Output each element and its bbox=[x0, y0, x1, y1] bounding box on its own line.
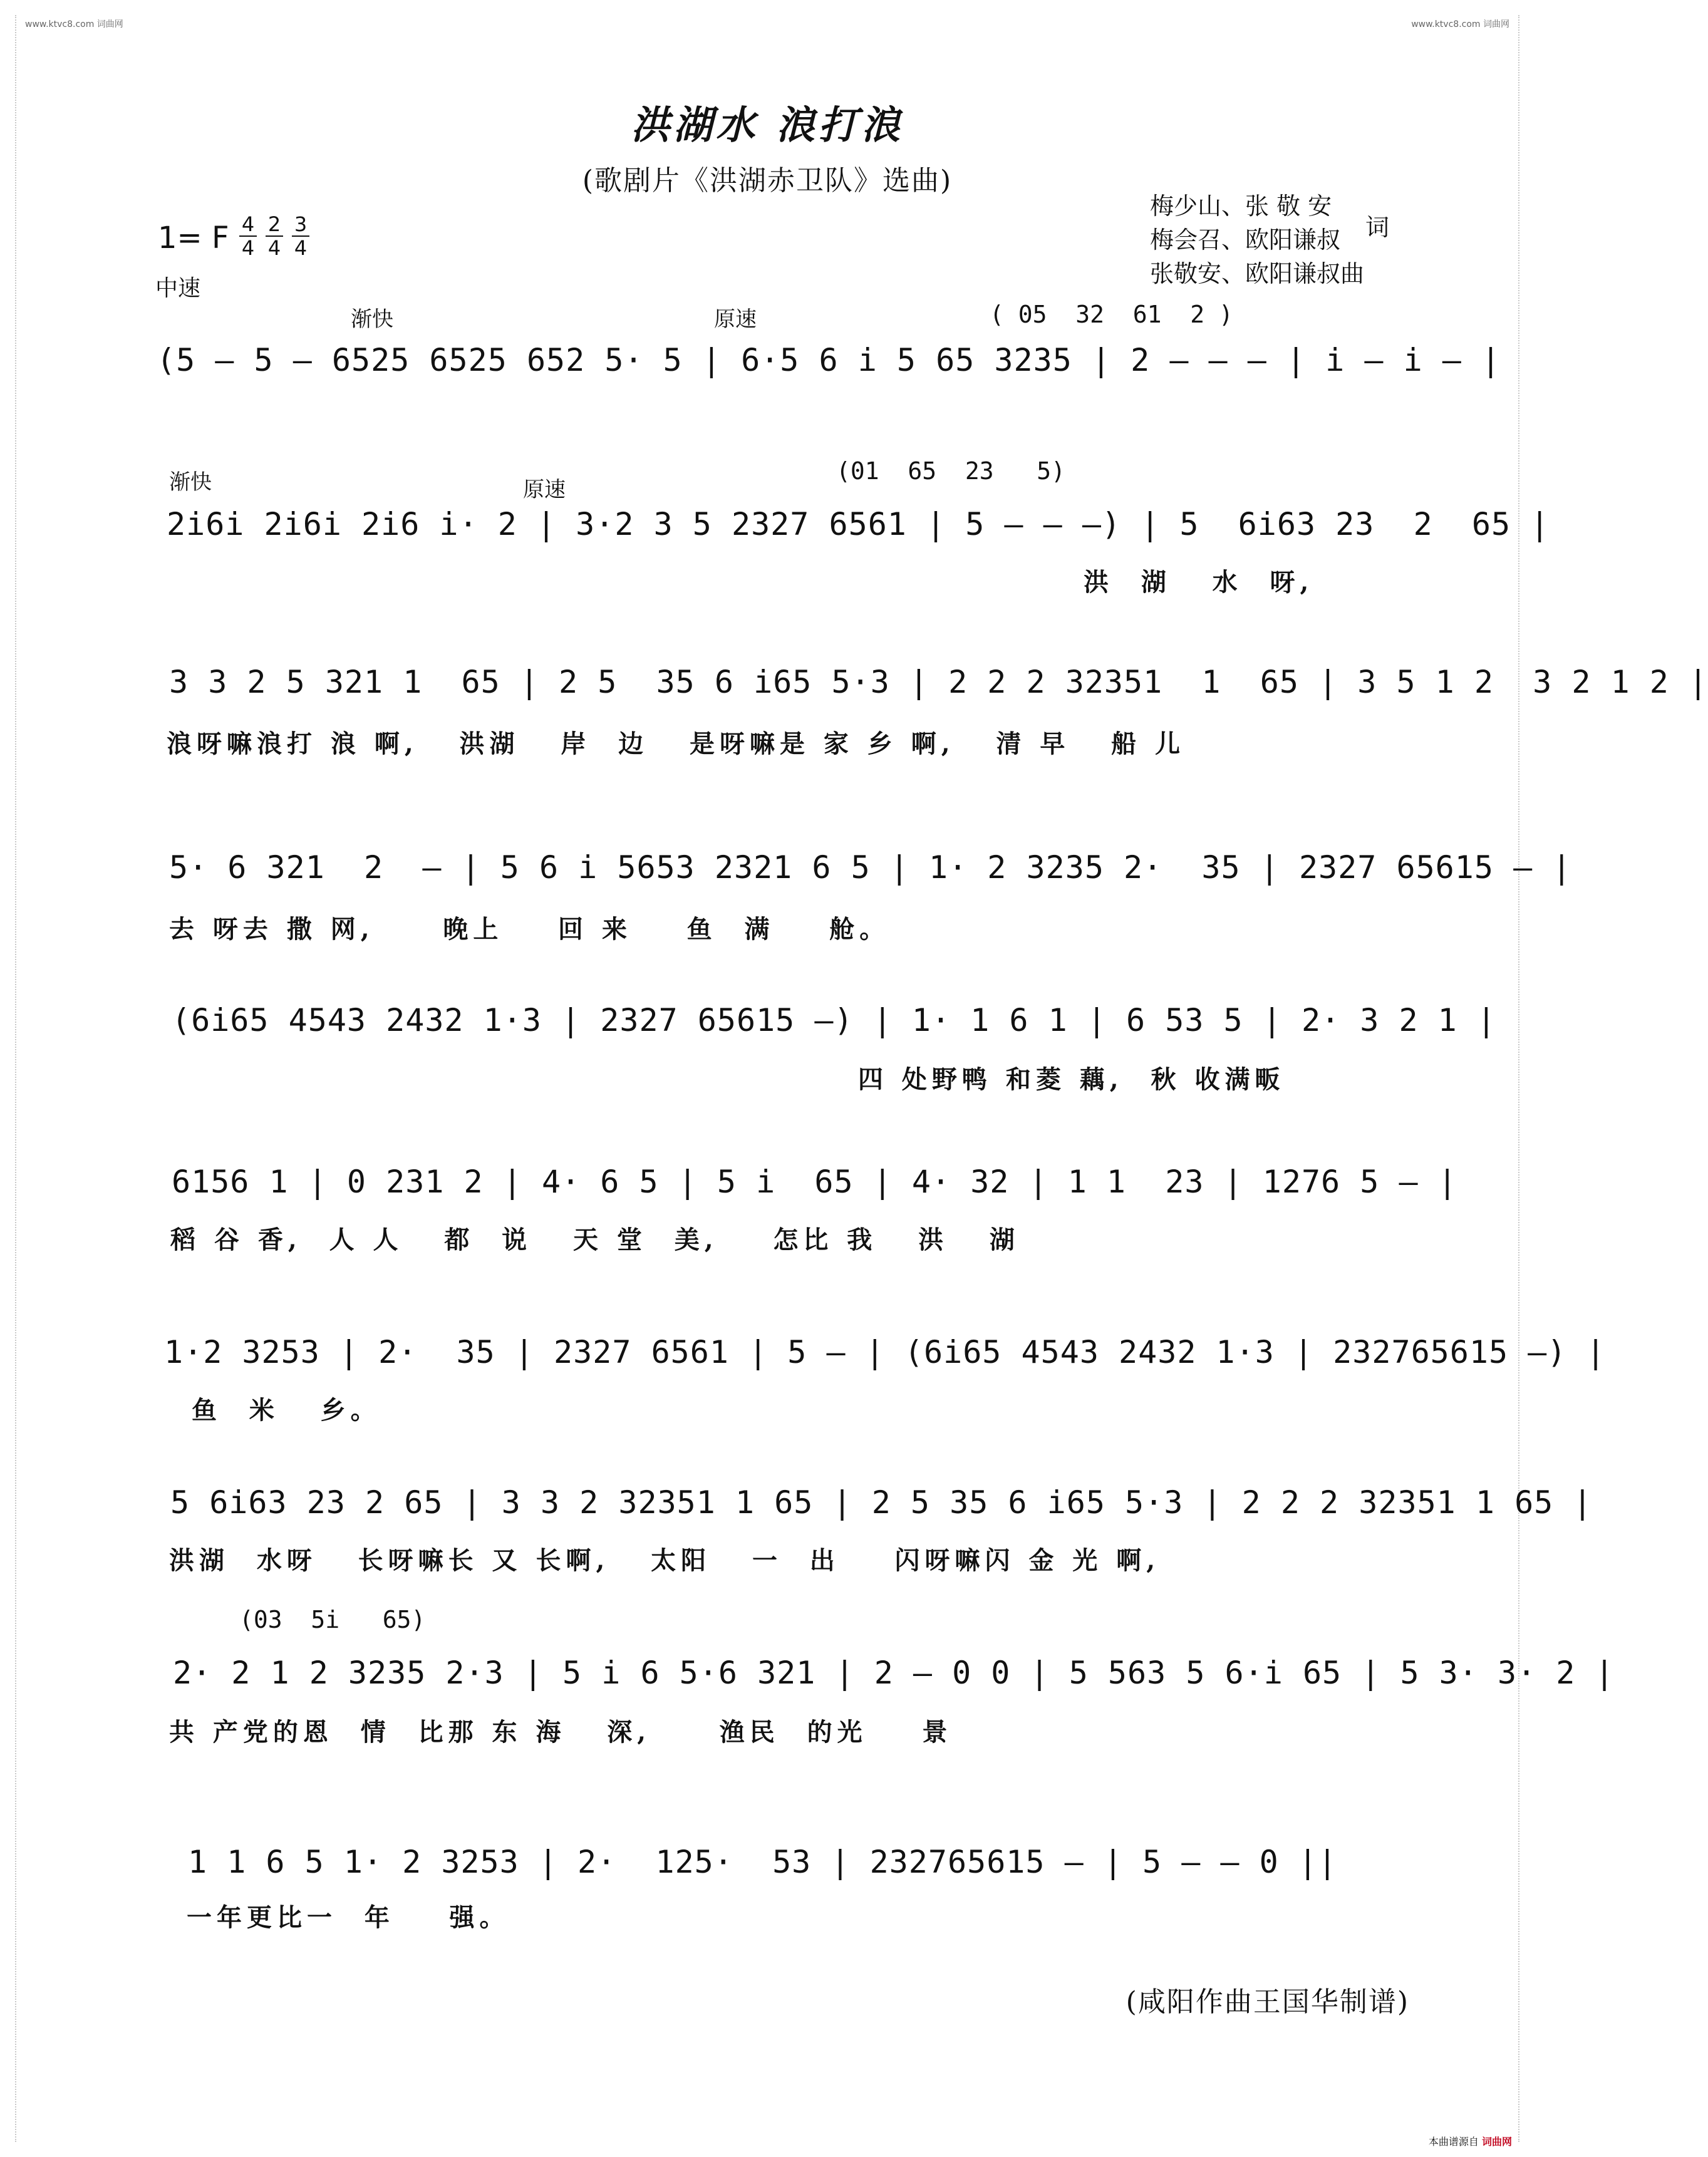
row-9-lyrics: 共 产党的恩 情 比那 东 海 深, 渔民 的光 景 bbox=[169, 1717, 953, 1747]
page-title: 洪湖水 浪打浪 bbox=[631, 102, 904, 148]
watermark-top-right: www.ktvc8.com 词曲网 bbox=[1411, 19, 1509, 29]
row-6-lyrics: 稻 谷 香, 人 人 都 说 天 堂 美, 怎比 我 洪 湖 bbox=[170, 1225, 1020, 1254]
row-4-notes: 5· 6 321 2 — | 5 6 i 5653 2321 6 5 | 1· 2 3235 2· 35 | 2327 65615 — | bbox=[169, 849, 1572, 886]
row-9-notes: 2· 2 1 2 3235 2·3 | 5 i 6 5·6 321 | 2 — 0 0 | 5 563 5 6·i 65 | 5 3· 3· 2 | bbox=[173, 1655, 1615, 1691]
site-logo: 本曲谱源自 词曲网 bbox=[1428, 2136, 1512, 2148]
key-signature: 1= F bbox=[158, 220, 229, 256]
row-8-notes: 5 6i63 23 2 65 | 3 3 2 32351 1 65 | 2 5 35 6 i65 5·3 | 2 2 2 32351 1 65 | bbox=[170, 1484, 1593, 1521]
row-5-lyrics: 四 处野鸭 和菱 藕, 秋 收满畈 bbox=[858, 1065, 1285, 1094]
page-subtitle: (歌剧片《洪湖赤卫队》选曲) bbox=[582, 165, 953, 197]
row-5-notes: (6i65 4543 2432 1·3 | 2327 65615 —) | 1· 1 6 1 | 6 53 5 | 2· 3 2 1 | bbox=[172, 1002, 1496, 1038]
credits bbox=[1150, 189, 1364, 291]
row-2-notes: 2i6i 2i6i 2i6 i· 2 | 3·2 3 5 2327 6561 | 5 — — —) | 5 6i63 23 2 65 | bbox=[167, 506, 1550, 542]
credit-line-1: 梅少山、张 敬 安 bbox=[1150, 192, 1332, 220]
arranger-credit: (咸阳作曲王国华制谱) bbox=[1126, 1986, 1409, 2018]
page-border bbox=[15, 15, 1519, 2142]
time-signatures bbox=[239, 213, 309, 259]
row-2-lyrics: 洪 湖 水 呀, bbox=[1084, 567, 1314, 597]
credit-line-3: 张敬安、欧阳谦叔曲 bbox=[1150, 260, 1365, 287]
mark-accel: 渐快 bbox=[169, 470, 212, 495]
time-signature-4-4: 4 4 bbox=[239, 213, 257, 259]
row-10-notes: 1 1 6 5 1· 2 3253 | 2· 125· 53 | 232765615 — | 5 — — 0 || bbox=[188, 1844, 1338, 1880]
row-7-notes: 1·2 3253 | 2· 35 | 2327 6561 | 5 — | (6i65 4543 2432 1·3 | 232765615 —) | bbox=[164, 1334, 1606, 1370]
row-1-accompaniment: ( 05 32 61 2 ) bbox=[990, 301, 1233, 328]
mark-a-tempo: 原速 bbox=[523, 477, 566, 502]
watermark-top-left: www.ktvc8.com 词曲网 bbox=[25, 19, 123, 29]
row-9-accompaniment: (03 5i 65) bbox=[239, 1606, 426, 1633]
credit-lyrics-suffix: 词 bbox=[1365, 214, 1390, 241]
row-1-notes: (5 — 5 — 6525 6525 652 5· 5 | 6·5 6 i 5 65 3235 | 2 — — — | i — i — | bbox=[157, 342, 1501, 378]
row-7-lyrics: 鱼 米 乡。 bbox=[192, 1395, 381, 1425]
mark-accel: 渐快 bbox=[351, 307, 393, 332]
row-3-notes: 3 3 2 5 321 1 65 | 2 5 35 6 i65 5·3 | 2 2 2 32351 1 65 | 3 5 1 2 3 2 1 2 | bbox=[169, 664, 1708, 700]
row-2-accompaniment: (01 65 23 5) bbox=[836, 457, 1066, 485]
time-signature-2-4: 2 4 bbox=[266, 213, 283, 259]
credit-line-2: 梅会召、欧阳谦叔 bbox=[1150, 226, 1341, 254]
row-10-lyrics: 一年更比一 年 强。 bbox=[187, 1903, 510, 1932]
time-signature-3-4: 3 4 bbox=[292, 213, 309, 259]
mark-a-tempo: 原速 bbox=[714, 307, 757, 332]
row-6-notes: 6156 1 | 0 231 2 | 4· 6 5 | 5 i 65 | 4· 32 | 1 1 23 | 1276 5 — | bbox=[172, 1164, 1457, 1200]
row-4-lyrics: 去 呀去 撒 网, 晚上 回 来 鱼 满 舱。 bbox=[169, 914, 890, 944]
row-8-lyrics: 洪湖 水呀 长呀嘛长 又 长啊, 太阳 一 出 闪呀嘛闪 金 光 啊, bbox=[169, 1546, 1161, 1575]
row-3-lyrics: 浪呀嘛浪打 浪 啊, 洪湖 岸 边 是呀嘛是 家 乡 啊, 清 早 船 儿 bbox=[167, 729, 1186, 758]
tempo-marking: 中速 bbox=[155, 276, 201, 301]
